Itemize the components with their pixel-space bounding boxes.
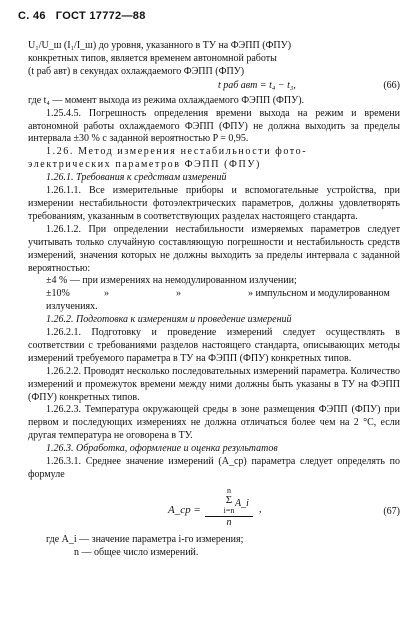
sum-upper-limit: n	[227, 485, 231, 495]
formula-67-fraction	[205, 486, 253, 527]
formula-67	[28, 482, 400, 534]
formula-67-number: (67)	[383, 505, 400, 517]
formula-67-comma: ,	[259, 503, 262, 515]
deviation-line-2	[28, 288, 400, 314]
paragraph-1-26-2-3: 1.26.2.3. Температура окружающей среды в зоне размещения ФЭПП (ФПУ) при первом и последующих измерениях не должна отличаться более чем на 2 °С, если другая температура не оговорена в ТУ.	[28, 404, 400, 442]
formula-67-lhs: A_ср =	[168, 503, 201, 516]
subheading-1-26-3: 1.26.3. Обработка, оформление и оценка результатов	[46, 443, 278, 455]
sum-sign: Σ	[225, 493, 233, 506]
ditto-mark: »	[176, 288, 181, 300]
text-line: конкретных типов, является временем автономной работы	[28, 52, 277, 64]
text-line: где t₄ — момент выхода из режима охлаждаемого ФЭПП (ФПУ).	[28, 94, 305, 106]
formula-66-number: (66)	[383, 79, 400, 91]
section-heading-1-26: 1.26. Метод измерения нестабильности фото-	[46, 146, 308, 158]
paragraph-1-26-2-2: 1.26.2.2. Проводят несколько последовательных измерений параметра. Количество измерений и промежуток времени между ними должны быть указаны в ТУ на ФЭПП (ФПУ) конкретных типов.	[28, 365, 400, 403]
standard-code: ГОСТ 17772—88	[55, 10, 146, 22]
subheading-1-26-1: 1.26.1. Требования к средствам измерений	[46, 172, 227, 184]
paragraph-1-26-2-1: 1.26.2.1. Подготовку и проведение измерений следует осуществлять в соответствии с требованиями разделов настоящего стандарта, описывающих методы измерений требуемого параметра в ТУ на ФЭПП (ФПУ) конкретных типов.	[28, 327, 400, 364]
text-line: (t раб авт) в секундах охлаждаемого ФЭПП (ФПУ)	[28, 65, 245, 77]
formula-66	[28, 79, 400, 95]
fraction-denominator: n	[226, 516, 232, 528]
page-body	[28, 40, 400, 560]
deviation-line-1: ±4 % — при измерениях на немодулированном излучении;	[46, 275, 297, 287]
page-number: С. 46	[18, 10, 46, 22]
paragraph-1-26-1-1: 1.26.1.1. Все измерительные приборы и вспомогательные устройства, при измерении нестабильности фотоэлектрических параметров, должны удовлетворять требованиям, указанным в соответствующих разделах настоящего стандарта.	[28, 185, 400, 222]
legend-line-2: n — общее число измерений.	[74, 546, 199, 558]
formula-66-expression: t раб авт = t₄ − t₃,	[218, 79, 296, 91]
paragraph-1-25-4-5: 1.25.4.5. Погрешность определения времени выхода на режим и времени автономной работы охлаждаемого ФЭПП (ФПУ) не должна выходить за пределы интервала ±30 % с заданной вероятностью P = 0,95.	[28, 107, 400, 145]
paragraph-1-26-1-2: 1.26.1.2. При определении нестабильности измеряемых параметров следует учитывать только случайную составляющую погрешности и нестабильность средств измерений, значения которых не должны выходить за пределы интервала с заданной вероятностью:	[28, 223, 400, 274]
section-heading-1-26-cont: электрических параметров ФЭПП (ФПУ)	[28, 159, 261, 171]
text-line: U₁/U_ш (I₁/I_ш) до уровня, указанного в ТУ на ФЭПП (ФПУ)	[28, 40, 292, 51]
deviation-text: » импульсном и модулированном излучениях.	[46, 288, 390, 313]
sum-term: A_i	[235, 497, 249, 509]
paragraph-1-26-3-1: 1.26.3.1. Среднее значение измерений (A_ср) параметра следует определять по формуле	[28, 456, 400, 480]
ditto-mark: »	[104, 288, 109, 300]
subheading-1-26-2: 1.26.2. Подготовка к измерениям и проведение измерений	[46, 314, 292, 326]
sum-lower-limit: i=n	[223, 505, 235, 515]
page-header	[18, 10, 146, 23]
legend-line-1: где A_i — значение параметра i-го измерения;	[46, 533, 244, 545]
deviation-value: ±10%	[46, 288, 70, 300]
